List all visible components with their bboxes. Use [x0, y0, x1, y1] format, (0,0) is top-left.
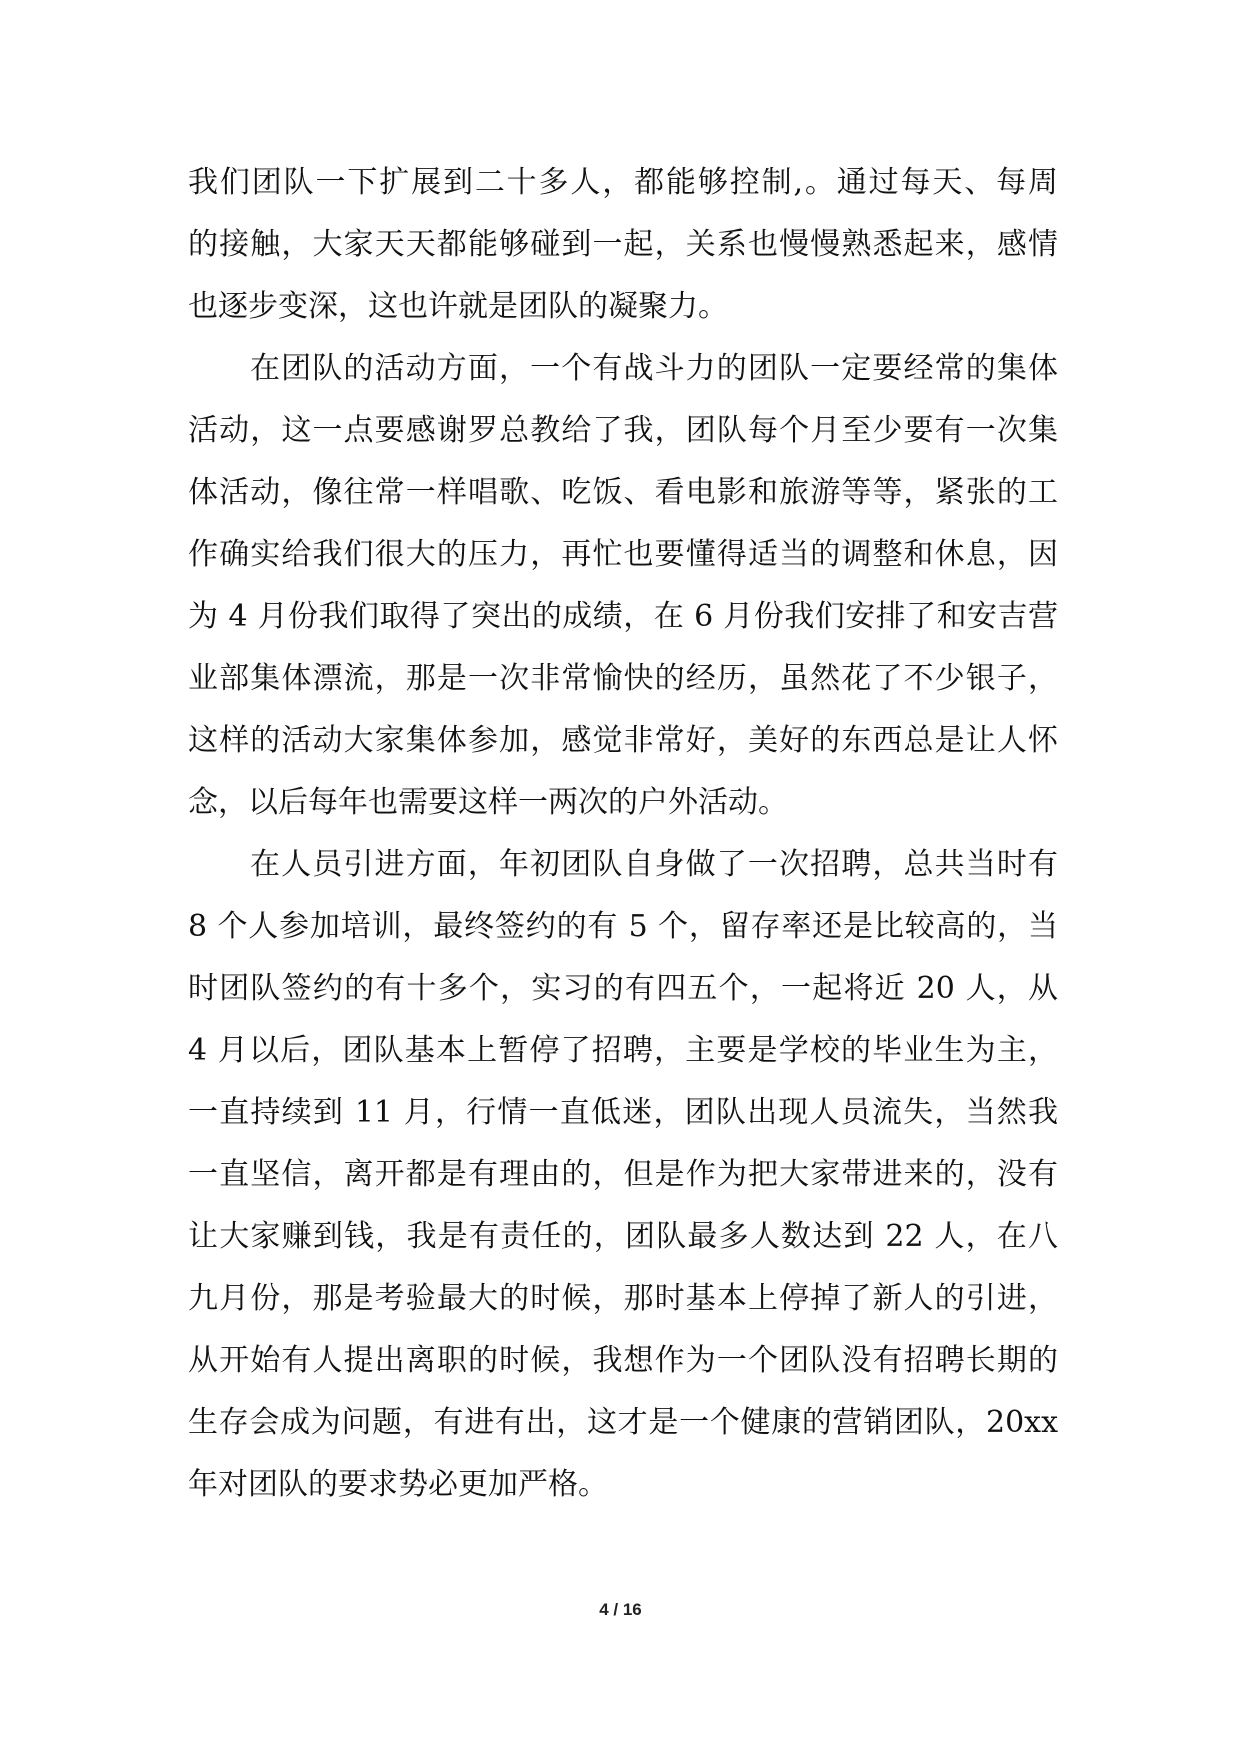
text-line: 为 4 月份我们取得了突出的成绩，在 6 月份我们安排了和安吉营 [188, 599, 1058, 634]
text-line: 活动，这一点要感谢罗总教给了我，团队每个月至少要有一次集 [188, 413, 1058, 448]
text-line: 也逐步变深，这也许就是团队的凝聚力。 [188, 289, 728, 324]
text-line: 在人员引进方面，年初团队自身做了一次招聘，总共当时有 [250, 847, 1058, 882]
text-line: 8 个人参加培训，最终签约的有 5 个，留存率还是比较高的，当 [188, 909, 1058, 944]
paragraph-team-expansion [188, 152, 1058, 338]
text-line: 我们团队一下扩展到二十多人，都能够控制,。通过每天、每周 [188, 165, 1058, 200]
text-line: 4 月以后，团队基本上暂停了招聘，主要是学校的毕业生为主， [188, 1033, 1058, 1068]
text-line: 九月份，那是考验最大的时候，那时基本上停掉了新人的引进， [188, 1281, 1058, 1316]
text-line: 念，以后每年也需要这样一两次的户外活动。 [188, 785, 788, 820]
text-line: 的接触，大家天天都能够碰到一起，关系也慢慢熟悉起来，感情 [188, 227, 1058, 262]
text-line: 作确实给我们很大的压力，再忙也要懂得适当的调整和休息，因 [188, 537, 1058, 572]
text-line: 业部集体漂流，那是一次非常愉快的经历，虽然花了不少银子， [188, 661, 1058, 696]
text-line: 让大家赚到钱，我是有责任的，团队最多人数达到 22 人，在八 [188, 1219, 1058, 1254]
text-line: 时团队签约的有十多个，实习的有四五个，一起将近 20 人，从 [188, 971, 1058, 1006]
text-line: 这样的活动大家集体参加，感觉非常好，美好的东西总是让人怀 [188, 723, 1058, 758]
paragraph-recruitment [188, 834, 1058, 1516]
document-body [188, 152, 1058, 1516]
text-line: 在团队的活动方面，一个有战斗力的团队一定要经常的集体 [250, 351, 1058, 386]
text-line: 一直持续到 11 月，行情一直低迷，团队出现人员流失，当然我 [188, 1095, 1058, 1130]
text-line: 体活动，像往常一样唱歌、吃饭、看电影和旅游等等，紧张的工 [188, 475, 1058, 510]
text-line: 生存会成为问题，有进有出，这才是一个健康的营销团队，20xx [188, 1405, 1058, 1440]
text-line: 从开始有人提出离职的时候，我想作为一个团队没有招聘长期的 [188, 1343, 1058, 1378]
text-line: 一直坚信，离开都是有理由的，但是作为把大家带进来的，没有 [188, 1157, 1058, 1192]
paragraph-team-activities [188, 338, 1058, 834]
page-number: 4 / 16 [599, 1600, 642, 1619]
text-line: 年对团队的要求势必更加严格。 [188, 1467, 608, 1502]
